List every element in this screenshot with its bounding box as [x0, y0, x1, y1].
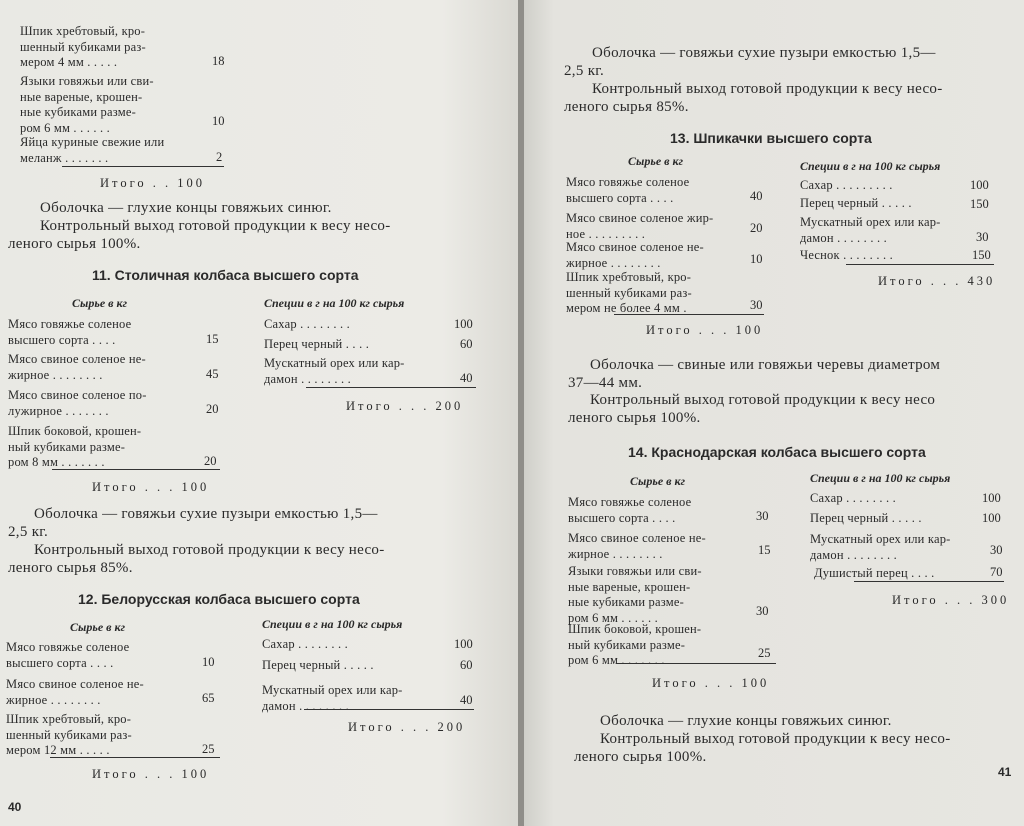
ingredient-name: Шпик хребтовый, кро- шенный кубиками раз- мером 12 мм . . . . . [6, 712, 132, 757]
total-line: Итого . . . 430 [878, 274, 996, 288]
ingredient-value: 30 [750, 298, 763, 312]
spice-value: 30 [976, 230, 989, 244]
paragraph: Контрольный выход готовой продукции к весу несо- [34, 542, 385, 558]
sum-rule [616, 663, 776, 664]
spice-name: Мускатный орех или кар- дамон . . . . . . . . [800, 215, 941, 245]
spice-header: Специи в г на 100 кг сырья [810, 471, 951, 485]
ingredient-name: Языки говяжьи или сви- ные вареные, крошен- ные кубиками разме- ром 6 мм . . . . . . [568, 564, 702, 625]
sum-rule [62, 166, 224, 167]
ingredient-value: 15 [758, 543, 771, 557]
ingredient-value: 2 [216, 150, 223, 164]
spice-header: Специи в г на 100 кг сырья [264, 296, 405, 310]
spice-header: Специи в г на 100 кг сырья [800, 159, 941, 173]
paragraph: Контрольный выход готовой продукции к весу несо [590, 392, 936, 408]
ingredient-name: Мясо свиное соленое не- жирное . . . . . . . . [566, 240, 704, 270]
spice-value: 100 [982, 511, 1001, 525]
spice-name: Сахар . . . . . . . . [262, 637, 348, 651]
right-page [524, 0, 1024, 826]
recipe-title: 13. Шпикачки высшего сорта [670, 130, 872, 146]
paragraph: Оболочка — глухие концы говяжьих синюг. [40, 200, 332, 216]
ingredient-name: Мясо говяжье соленое высшего сорта . . . . [568, 495, 692, 525]
spice-value: 100 [454, 637, 473, 651]
raw-header: Сырье в кг [72, 296, 128, 310]
ingredient-value: 45 [206, 367, 219, 381]
spice-value: 40 [460, 371, 473, 385]
paragraph: леного сырья 85%. [564, 99, 689, 115]
ingredient-name: Мясо свиное соленое не- жирное . . . . . . . . [568, 531, 706, 561]
spice-name: Перец черный . . . . [264, 337, 370, 351]
sum-rule [50, 757, 220, 758]
ingredient-name: Языки говяжьи или сви- ные вареные, крошен- ные кубиками разме- ром 6 мм . . . . . . [20, 74, 154, 135]
page-number: 41 [998, 765, 1012, 779]
sum-rule [306, 387, 476, 388]
sum-rule [304, 709, 474, 710]
spice-name: Душистый перец . . . . [814, 566, 935, 580]
ingredient-value: 20 [206, 402, 219, 416]
total-line: Итого . . . 200 [348, 720, 466, 734]
paragraph: леного сырья 100%. [8, 236, 141, 252]
spice-name: Перец черный . . . . . [810, 511, 922, 525]
spice-value: 100 [982, 491, 1001, 505]
ingredient-name: Шпик боковой, крошен- ный кубиками разме- ром 6 мм . . . . . . . [568, 622, 702, 667]
ingredient-name: Мясо говяжье соленое высшего сорта . . . . [8, 317, 132, 347]
ingredient-value: 10 [750, 252, 763, 266]
spice-value: 30 [990, 543, 1003, 557]
recipe-title: 12. Белорусская колбаса высшего сорта [78, 591, 360, 607]
spice-name: Сахар . . . . . . . . . [800, 178, 893, 192]
ingredient-value: 25 [758, 646, 771, 660]
ingredient-value: 30 [756, 509, 769, 523]
spice-value: 60 [460, 337, 473, 351]
ingredient-name: Мясо свиное соленое по- лужирное . . . . . . . [8, 388, 147, 418]
ingredient-name: Яйца куриные свежие или меланж . . . . . . . [20, 135, 165, 165]
ingredient-value: 20 [750, 221, 763, 235]
total-line: Итого . . . 100 [92, 767, 210, 781]
spice-name: Чеснок . . . . . . . . [800, 248, 893, 262]
raw-header: Сырье в кг [630, 474, 686, 488]
spice-value: 150 [972, 248, 991, 262]
spice-name: Перец черный . . . . . [800, 196, 912, 210]
spice-header: Специи в г на 100 кг сырья [262, 617, 403, 631]
recipe-title: 14. Краснодарская колбаса высшего сорта [628, 444, 926, 460]
total-line: Итого . . . 300 [892, 593, 1010, 607]
spice-name: Сахар . . . . . . . . [810, 491, 896, 505]
paragraph: Оболочка — свиные или говяжьи черевы диаметром [590, 357, 941, 373]
paragraph: 2,5 кг. [8, 524, 49, 540]
ingredient-name: Шпик хребтовый, кро- шенный кубиками раз- мером 4 мм . . . . . [20, 24, 146, 69]
paragraph: Контрольный выход готовой продукции к весу несо- [592, 81, 943, 97]
paragraph: Контрольный выход готовой продукции к весу несо- [40, 218, 391, 234]
ingredient-name: Шпик хребтовый, кро- шенный кубиками раз- мером не более 4 мм . [566, 270, 692, 315]
ingredient-value: 30 [756, 604, 769, 618]
ingredient-value: 10 [212, 114, 225, 128]
spice-name: Мускатный орех или кар- дамон . . . . . . . . [264, 356, 405, 386]
paragraph: Оболочка — глухие концы говяжьих синюг. [600, 713, 892, 729]
sum-rule [614, 314, 764, 315]
spice-value: 70 [990, 565, 1003, 579]
ingredient-value: 18 [212, 54, 225, 68]
paragraph: Оболочка — говяжьи сухие пузыри емкостью 1,5— [592, 45, 936, 61]
paragraph: леного сырья 85%. [8, 560, 133, 576]
ingredient-name: Мясо свиное соленое жир- ное . . . . . . . . . [566, 211, 714, 241]
paragraph: 2,5 кг. [564, 63, 605, 79]
ingredient-name: Мясо говяжье соленое высшего сорта . . . . [6, 640, 130, 670]
total-line: Итого . . . 100 [92, 480, 210, 494]
sum-rule [854, 581, 1004, 582]
spice-name: Сахар . . . . . . . . [264, 317, 350, 331]
paragraph: леного сырья 100%. [568, 410, 701, 426]
spice-value: 150 [970, 197, 989, 211]
ingredient-value: 10 [202, 655, 215, 669]
ingredient-value: 40 [750, 189, 763, 203]
sum-rule [52, 469, 220, 470]
ingredient-name: Шпик боковой, крошен- ный кубиками разме- ром 8 мм . . . . . . . [8, 424, 142, 469]
paragraph: Контрольный выход готовой продукции к весу несо- [600, 731, 951, 747]
ingredient-value: 15 [206, 332, 219, 346]
recipe-title: 11. Столичная колбаса высшего сорта [92, 267, 359, 283]
ingredient-name: Мясо говяжье соленое высшего сорта . . . . [566, 175, 690, 205]
ingredient-value: 25 [202, 742, 215, 756]
total-line: Итого . . 100 [100, 176, 206, 190]
raw-header: Сырье в кг [70, 620, 126, 634]
ingredient-name: Мясо свиное соленое не- жирное . . . . . . . . [6, 677, 144, 707]
paragraph: 37—44 мм. [568, 375, 643, 391]
total-line: Итого . . . 200 [346, 399, 464, 413]
spice-name: Перец черный . . . . . [262, 658, 374, 672]
ingredient-value: 65 [202, 691, 215, 705]
paragraph: Оболочка — говяжьи сухие пузыри емкостью 1,5— [34, 506, 378, 522]
spice-value: 100 [970, 178, 989, 192]
ingredient-value: 20 [204, 454, 217, 468]
total-line: Итого . . . 100 [646, 323, 764, 337]
raw-header: Сырье в кг [628, 154, 684, 168]
ingredient-name: Мясо свиное соленое не- жирное . . . . . . . . [8, 352, 146, 382]
spice-value: 40 [460, 693, 473, 707]
paragraph: леного сырья 100%. [574, 749, 707, 765]
spice-value: 100 [454, 317, 473, 331]
spice-value: 60 [460, 658, 473, 672]
spice-name: Мускатный орех или кар- дамон . . . . . . . . [262, 683, 403, 713]
sum-rule [846, 264, 994, 265]
total-line: Итого . . . 100 [652, 676, 770, 690]
spice-name: Мускатный орех или кар- дамон . . . . . . . . [810, 532, 951, 562]
page-number: 40 [8, 800, 22, 814]
